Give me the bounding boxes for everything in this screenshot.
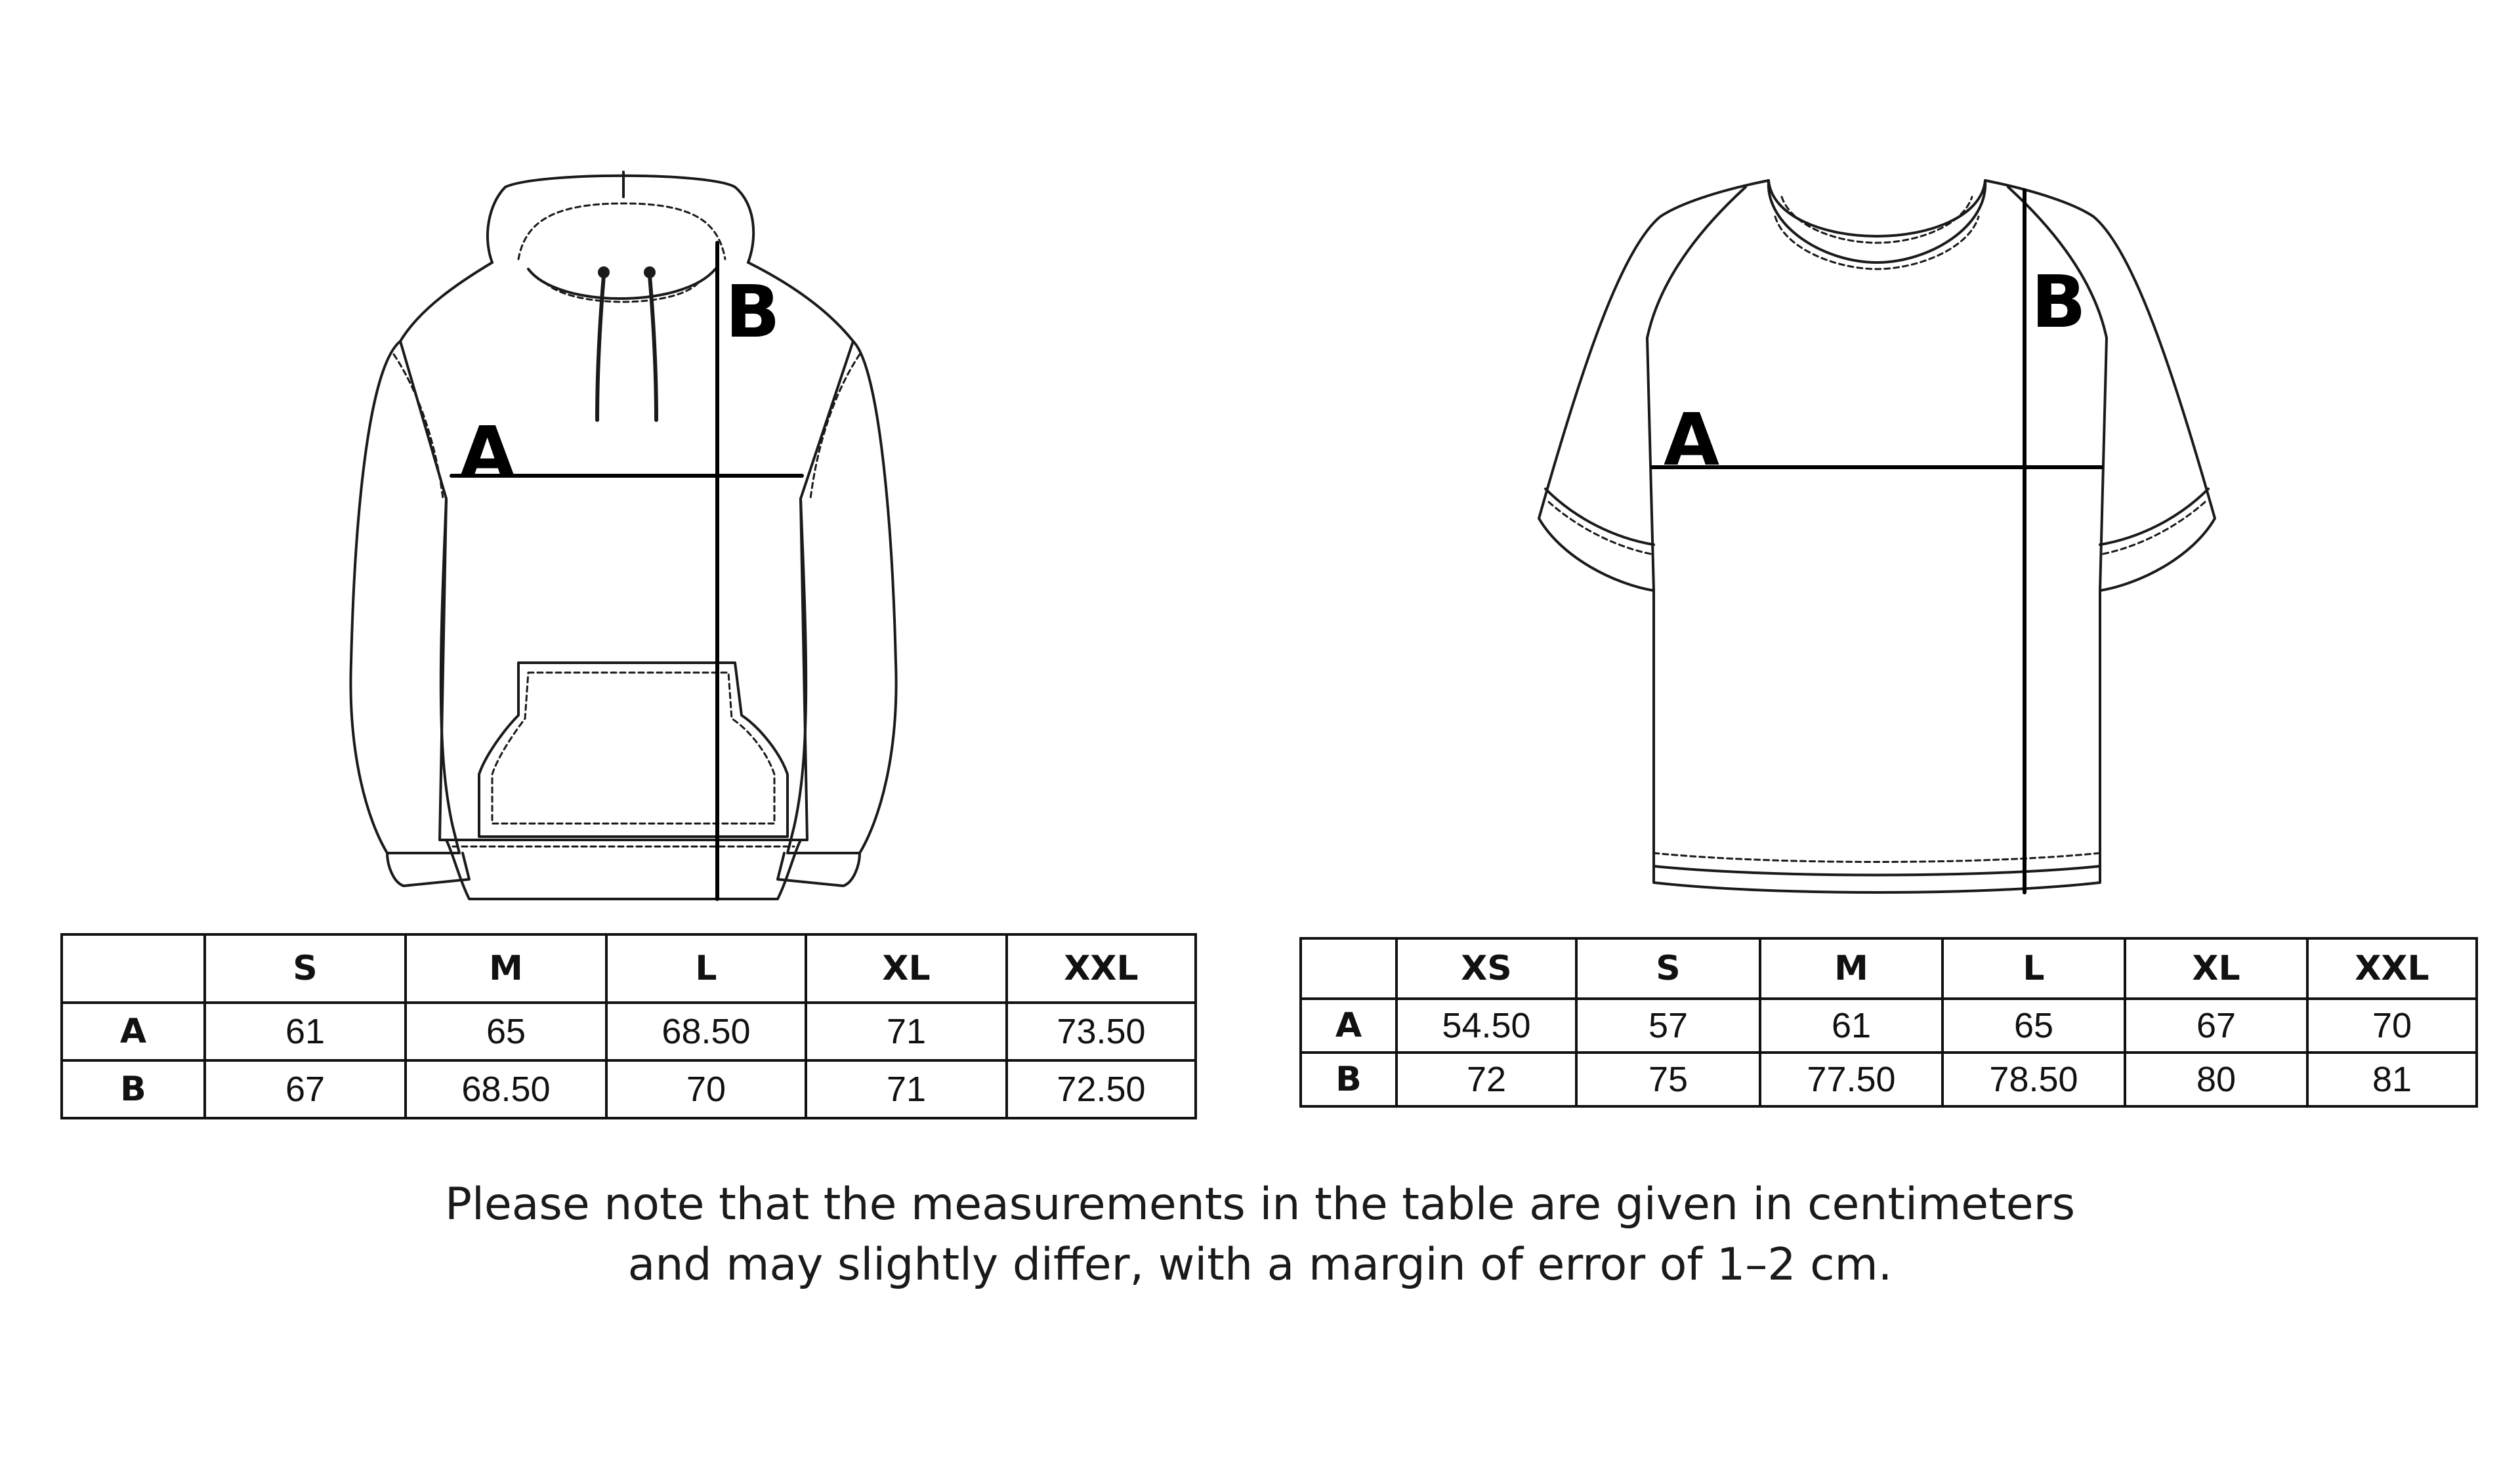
- table-cell: 73.50: [1007, 1003, 1196, 1060]
- row-label: A: [62, 1003, 205, 1060]
- table-header-row: [62, 934, 1196, 1003]
- table-cell: 57: [1576, 999, 1760, 1053]
- table-cell: 61: [1760, 999, 1942, 1053]
- table-header-corner: [1301, 938, 1396, 999]
- table-row: [1301, 999, 2477, 1053]
- table-cell: 72.50: [1007, 1060, 1196, 1118]
- table-header-xl: XL: [806, 934, 1007, 1003]
- table-header-xl: XL: [2125, 938, 2307, 999]
- table-cell: 75: [1576, 1053, 1760, 1106]
- table-cell: 68.50: [606, 1003, 806, 1060]
- table-row: [1301, 1053, 2477, 1106]
- note-line-1: Please note that the measurements in the table are given in centimeters: [445, 1179, 2075, 1230]
- hoodie-illustration: [341, 157, 906, 912]
- table-cell: 65: [1942, 999, 2125, 1053]
- measurement-note: [0, 1175, 2520, 1295]
- table-cell: 71: [806, 1060, 1007, 1118]
- table-cell: 81: [2307, 1053, 2477, 1106]
- table-cell: 61: [205, 1003, 406, 1060]
- table-row: [62, 1003, 1196, 1060]
- table-cell: 72: [1396, 1053, 1576, 1106]
- table-cell: 70: [606, 1060, 806, 1118]
- tshirt-illustration: [1522, 171, 2231, 899]
- table-header-row: [1301, 938, 2477, 999]
- table-header-m: M: [1760, 938, 1942, 999]
- tshirt-size-table: [1299, 937, 2478, 1108]
- tshirt-label-b: B: [2031, 260, 2086, 344]
- table-header-xxl: XXL: [1007, 934, 1196, 1003]
- table-header-l: L: [606, 934, 806, 1003]
- table-cell: 65: [406, 1003, 606, 1060]
- hoodie-label-b: B: [725, 270, 780, 354]
- hoodie-size-table: [60, 933, 1197, 1119]
- table-cell: 67: [2125, 999, 2307, 1053]
- table-cell: 77.50: [1760, 1053, 1942, 1106]
- table-cell: 71: [806, 1003, 1007, 1060]
- table-cell: 54.50: [1396, 999, 1576, 1053]
- table-cell: 67: [205, 1060, 406, 1118]
- table-cell: 78.50: [1942, 1053, 2125, 1106]
- table-header-s: S: [205, 934, 406, 1003]
- table-header-xs: XS: [1396, 938, 1576, 999]
- row-label: B: [62, 1060, 205, 1118]
- note-line-2: and may slightly differ, with a margin of error of 1–2 cm.: [627, 1239, 1893, 1291]
- table-header-l: L: [1942, 938, 2125, 999]
- table-row: [62, 1060, 1196, 1118]
- table-header-m: M: [406, 934, 606, 1003]
- row-label: B: [1301, 1053, 1396, 1106]
- tshirt-label-a: A: [1664, 398, 1720, 482]
- row-label: A: [1301, 999, 1396, 1053]
- table-header-s: S: [1576, 938, 1760, 999]
- table-cell: 70: [2307, 999, 2477, 1053]
- hoodie-label-a: A: [459, 411, 516, 495]
- table-cell: 68.50: [406, 1060, 606, 1118]
- table-header-xxl: XXL: [2307, 938, 2477, 999]
- table-cell: 80: [2125, 1053, 2307, 1106]
- table-header-corner: [62, 934, 205, 1003]
